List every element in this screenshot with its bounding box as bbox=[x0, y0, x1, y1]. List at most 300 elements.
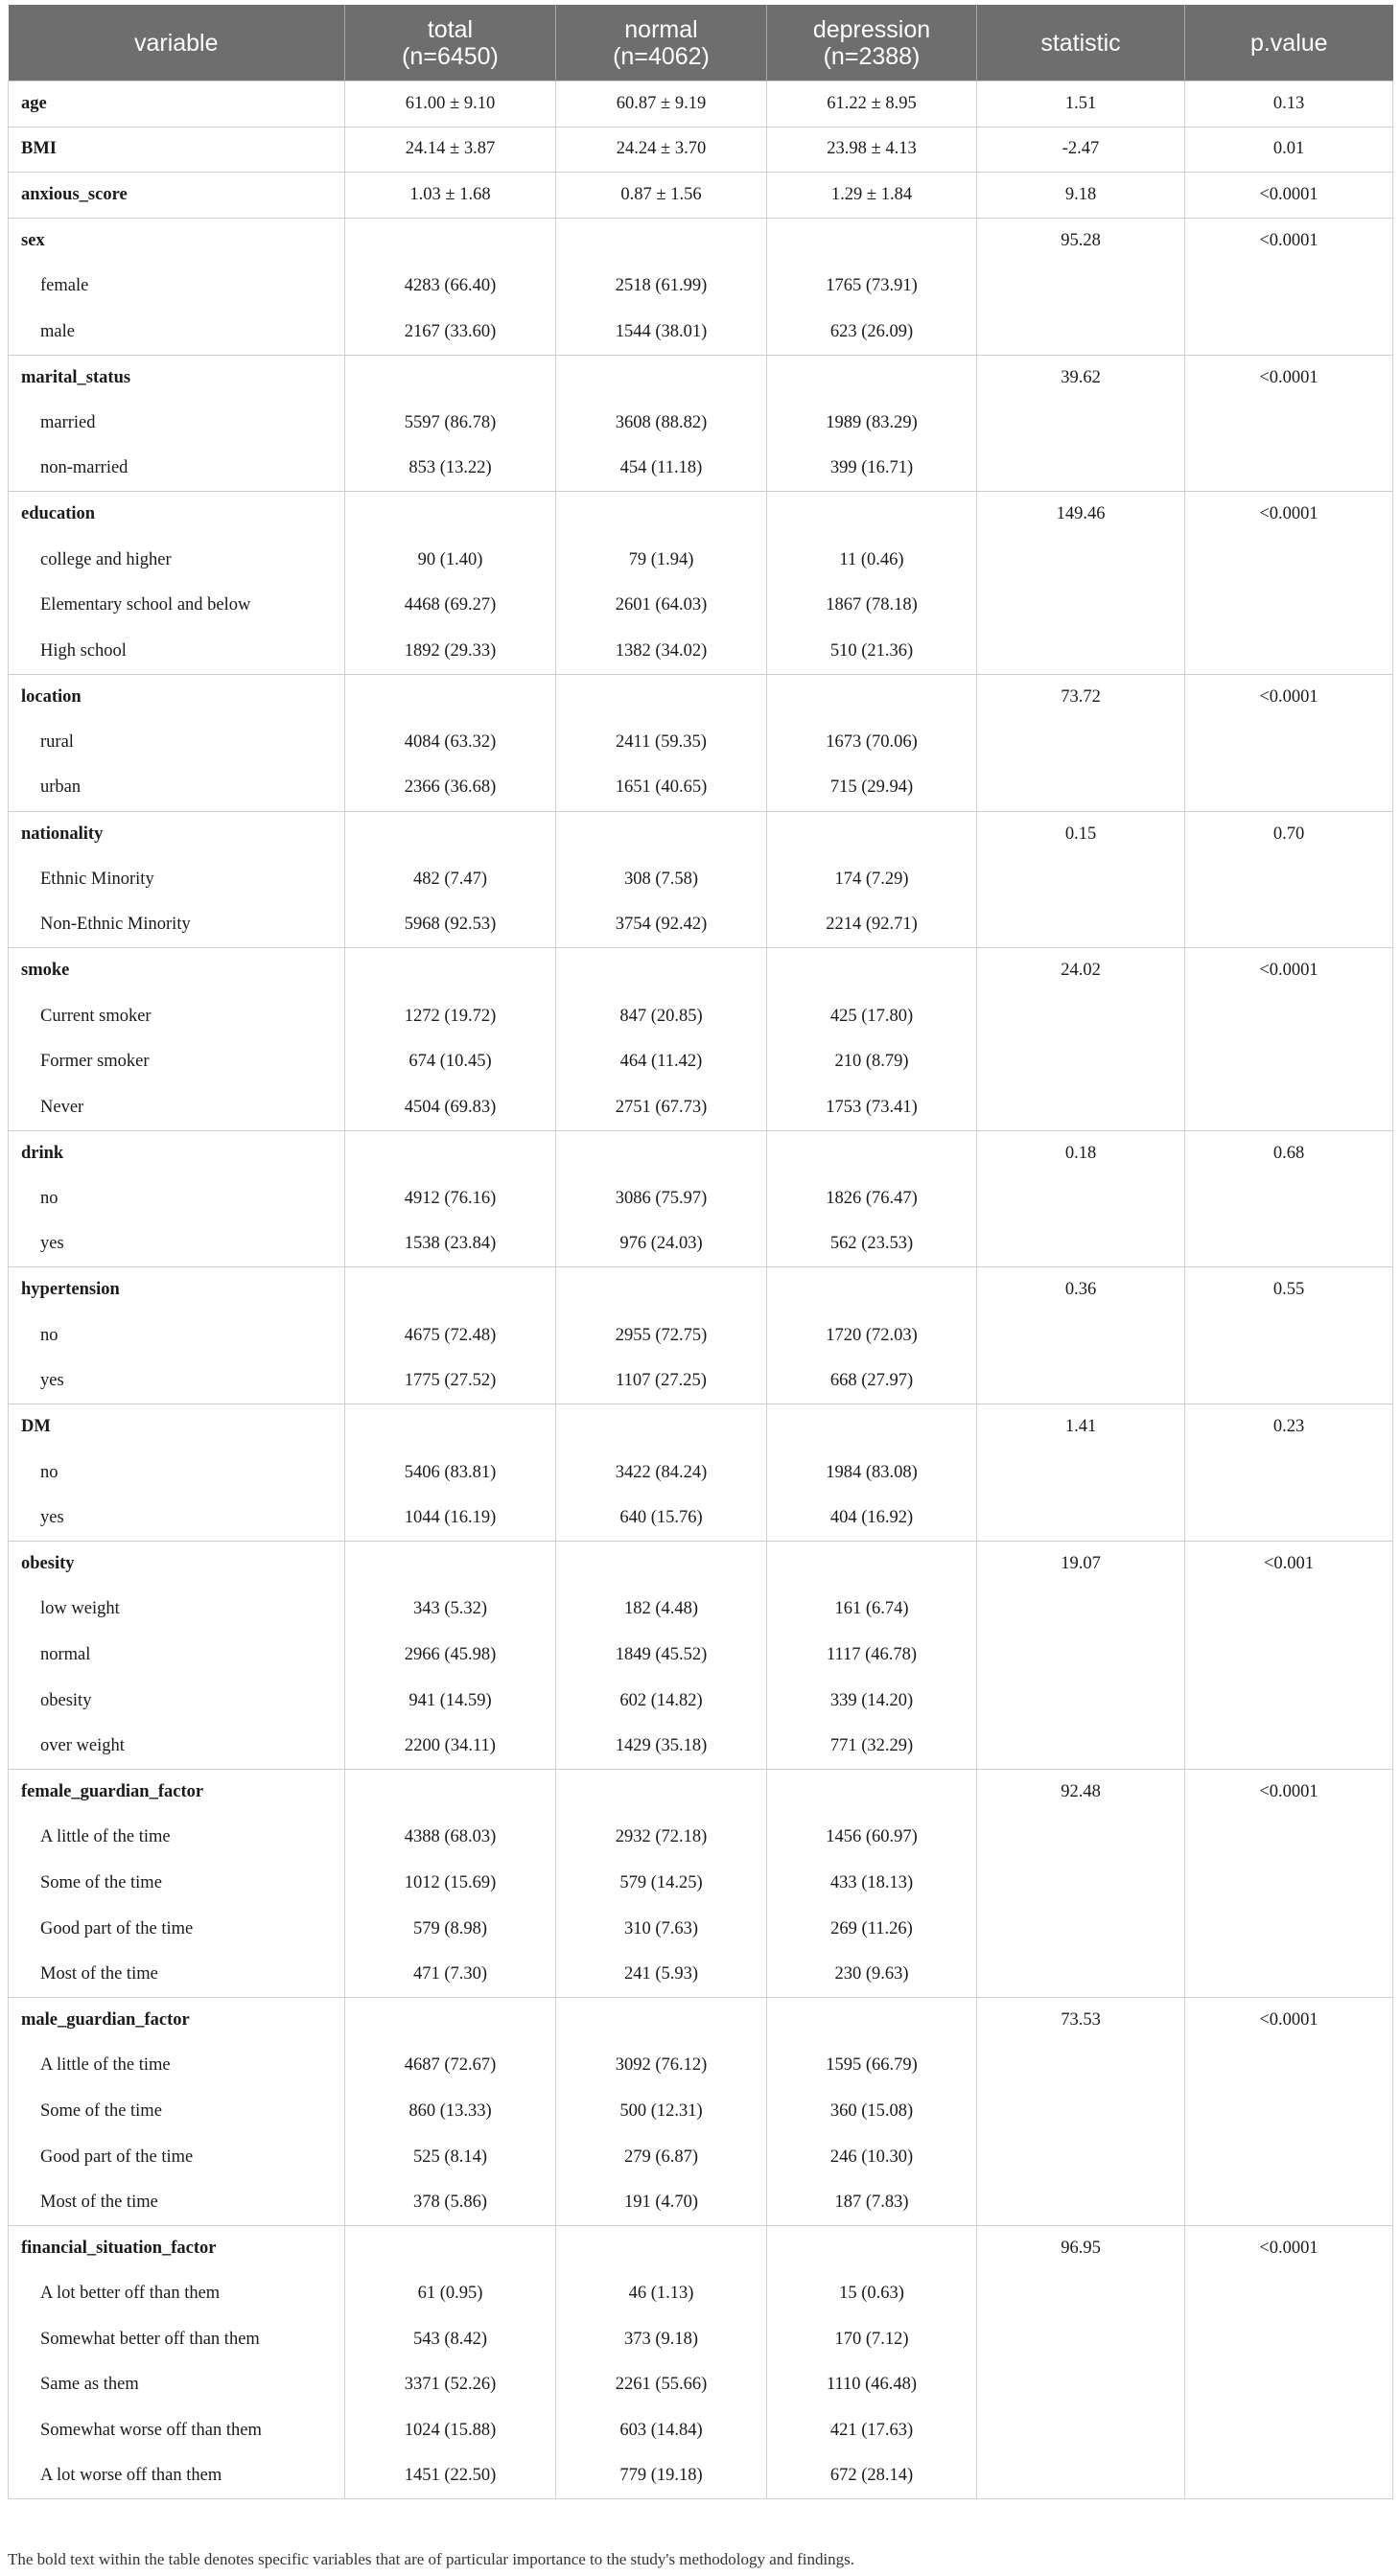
cell-variable: age bbox=[9, 81, 345, 128]
cell-normal bbox=[556, 1542, 767, 1588]
variable-level-row bbox=[9, 2271, 1393, 2317]
cell-statistic: 92.48 bbox=[977, 1769, 1185, 1815]
variable-level-row bbox=[9, 1587, 1393, 1633]
cell-depression: 668 (27.97) bbox=[767, 1358, 977, 1404]
cell-statistic bbox=[977, 1085, 1185, 1131]
cell-total: 24.14 ± 3.87 bbox=[345, 127, 556, 173]
cell-variable: Somewhat better off than them bbox=[9, 2317, 345, 2363]
cell-variable: urban bbox=[9, 765, 345, 811]
cell-depression bbox=[767, 948, 977, 994]
cell-pvalue bbox=[1185, 1221, 1393, 1267]
cell-pvalue bbox=[1185, 902, 1393, 948]
cell-pvalue bbox=[1185, 583, 1393, 629]
variable-level-row bbox=[9, 2134, 1393, 2180]
cell-variable: DM bbox=[9, 1404, 345, 1450]
cell-depression: 404 (16.92) bbox=[767, 1496, 977, 1542]
cell-statistic bbox=[977, 309, 1185, 355]
cell-pvalue bbox=[1185, 1450, 1393, 1496]
cell-total bbox=[345, 2225, 556, 2271]
cell-normal bbox=[556, 674, 767, 720]
cell-normal: 373 (9.18) bbox=[556, 2317, 767, 2363]
cell-total: 2200 (34.11) bbox=[345, 1724, 556, 1770]
cell-total: 941 (14.59) bbox=[345, 1678, 556, 1724]
cell-statistic bbox=[977, 537, 1185, 583]
cell-total bbox=[345, 1542, 556, 1588]
cell-total: 4388 (68.03) bbox=[345, 1815, 556, 1861]
cell-normal: 500 (12.31) bbox=[556, 2089, 767, 2135]
cell-pvalue: <0.001 bbox=[1185, 1542, 1393, 1588]
cell-total: 482 (7.47) bbox=[345, 857, 556, 903]
cell-variable: Ethnic Minority bbox=[9, 857, 345, 903]
cell-pvalue: <0.0001 bbox=[1185, 218, 1393, 264]
cell-variable: no bbox=[9, 1176, 345, 1222]
cell-variable: obesity bbox=[9, 1678, 345, 1724]
cell-statistic: 149.46 bbox=[977, 492, 1185, 538]
cell-variable: drink bbox=[9, 1130, 345, 1176]
cell-pvalue bbox=[1185, 629, 1393, 675]
cell-statistic bbox=[977, 2317, 1185, 2363]
header-row bbox=[9, 5, 1393, 81]
cell-statistic bbox=[977, 2134, 1185, 2180]
cell-total bbox=[345, 355, 556, 401]
cell-pvalue bbox=[1185, 2453, 1393, 2499]
cell-normal: 1429 (35.18) bbox=[556, 1724, 767, 1770]
cell-normal: 182 (4.48) bbox=[556, 1587, 767, 1633]
variable-level-row bbox=[9, 264, 1393, 310]
cell-depression: 562 (23.53) bbox=[767, 1221, 977, 1267]
cell-statistic bbox=[977, 1633, 1185, 1679]
cell-depression: 399 (16.71) bbox=[767, 446, 977, 492]
cell-statistic: 73.72 bbox=[977, 674, 1185, 720]
cell-pvalue bbox=[1185, 1906, 1393, 1952]
cell-depression: 174 (7.29) bbox=[767, 857, 977, 903]
table-header bbox=[9, 5, 1393, 81]
cell-depression: 1765 (73.91) bbox=[767, 264, 977, 310]
cell-depression: 23.98 ± 4.13 bbox=[767, 127, 977, 173]
cell-depression: 360 (15.08) bbox=[767, 2089, 977, 2135]
data-table bbox=[8, 5, 1393, 2499]
cell-total: 853 (13.22) bbox=[345, 446, 556, 492]
variable-level-row bbox=[9, 1724, 1393, 1770]
cell-pvalue bbox=[1185, 1587, 1393, 1633]
cell-variable: normal bbox=[9, 1633, 345, 1679]
cell-normal: 191 (4.70) bbox=[556, 2180, 767, 2226]
cell-depression bbox=[767, 1542, 977, 1588]
variable-group-row bbox=[9, 173, 1393, 219]
cell-depression bbox=[767, 1130, 977, 1176]
cell-statistic bbox=[977, 720, 1185, 766]
cell-depression: 246 (10.30) bbox=[767, 2134, 977, 2180]
cell-total: 2366 (36.68) bbox=[345, 765, 556, 811]
cell-total: 5406 (83.81) bbox=[345, 1450, 556, 1496]
cell-total: 1044 (16.19) bbox=[345, 1496, 556, 1542]
cell-pvalue: 0.13 bbox=[1185, 81, 1393, 128]
cell-variable: Elementary school and below bbox=[9, 583, 345, 629]
cell-depression: 187 (7.83) bbox=[767, 2180, 977, 2226]
cell-pvalue bbox=[1185, 2408, 1393, 2454]
cell-statistic bbox=[977, 401, 1185, 447]
cell-total: 4912 (76.16) bbox=[345, 1176, 556, 1222]
variable-level-row bbox=[9, 2317, 1393, 2363]
variable-group-row bbox=[9, 1267, 1393, 1313]
cell-pvalue bbox=[1185, 401, 1393, 447]
cell-total: 5968 (92.53) bbox=[345, 902, 556, 948]
cell-normal: 24.24 ± 3.70 bbox=[556, 127, 767, 173]
cell-total: 4283 (66.40) bbox=[345, 264, 556, 310]
cell-pvalue bbox=[1185, 446, 1393, 492]
cell-normal: 779 (19.18) bbox=[556, 2453, 767, 2499]
cell-normal bbox=[556, 1997, 767, 2043]
cell-pvalue bbox=[1185, 309, 1393, 355]
cell-variable: Good part of the time bbox=[9, 2134, 345, 2180]
cell-total: 860 (13.33) bbox=[345, 2089, 556, 2135]
cell-variable: non-married bbox=[9, 446, 345, 492]
variable-group-row bbox=[9, 2225, 1393, 2271]
variable-level-row bbox=[9, 1039, 1393, 1085]
cell-depression bbox=[767, 674, 977, 720]
cell-pvalue bbox=[1185, 2043, 1393, 2089]
cell-depression: 161 (6.74) bbox=[767, 1587, 977, 1633]
variable-group-row bbox=[9, 948, 1393, 994]
cell-total: 1451 (22.50) bbox=[345, 2453, 556, 2499]
cell-depression bbox=[767, 492, 977, 538]
cell-total: 2966 (45.98) bbox=[345, 1633, 556, 1679]
cell-normal: 2751 (67.73) bbox=[556, 1085, 767, 1131]
cell-total: 579 (8.98) bbox=[345, 1906, 556, 1952]
cell-pvalue bbox=[1185, 1815, 1393, 1861]
cell-total: 4468 (69.27) bbox=[345, 583, 556, 629]
cell-total: 378 (5.86) bbox=[345, 2180, 556, 2226]
cell-pvalue: 0.70 bbox=[1185, 811, 1393, 857]
cell-total: 1024 (15.88) bbox=[345, 2408, 556, 2454]
cell-normal: 310 (7.63) bbox=[556, 1906, 767, 1952]
cell-total: 471 (7.30) bbox=[345, 1952, 556, 1998]
cell-variable: nationality bbox=[9, 811, 345, 857]
cell-statistic: 0.15 bbox=[977, 811, 1185, 857]
cell-pvalue bbox=[1185, 537, 1393, 583]
cell-depression: 672 (28.14) bbox=[767, 2453, 977, 2499]
cell-pvalue: <0.0001 bbox=[1185, 1997, 1393, 2043]
cell-pvalue: <0.0001 bbox=[1185, 492, 1393, 538]
cell-statistic bbox=[977, 1678, 1185, 1724]
variable-level-row bbox=[9, 857, 1393, 903]
cell-statistic bbox=[977, 2408, 1185, 2454]
cell-total bbox=[345, 1130, 556, 1176]
cell-pvalue bbox=[1185, 1176, 1393, 1222]
header-statistic: statistic bbox=[977, 5, 1185, 81]
cell-normal: 3422 (84.24) bbox=[556, 1450, 767, 1496]
cell-statistic bbox=[977, 1952, 1185, 1998]
cell-pvalue: <0.0001 bbox=[1185, 355, 1393, 401]
header-depression-n: (n=2388) bbox=[823, 42, 921, 70]
cell-pvalue bbox=[1185, 765, 1393, 811]
cell-total: 90 (1.40) bbox=[345, 537, 556, 583]
cell-statistic bbox=[977, 629, 1185, 675]
cell-normal: 60.87 ± 9.19 bbox=[556, 81, 767, 128]
cell-variable: Same as them bbox=[9, 2362, 345, 2408]
cell-depression bbox=[767, 355, 977, 401]
variable-level-row bbox=[9, 2453, 1393, 2499]
cell-depression bbox=[767, 1997, 977, 2043]
cell-total bbox=[345, 218, 556, 264]
cell-statistic bbox=[977, 1358, 1185, 1404]
cell-variable: male_guardian_factor bbox=[9, 1997, 345, 2043]
cell-variable: Non-Ethnic Minority bbox=[9, 902, 345, 948]
cell-depression: 1989 (83.29) bbox=[767, 401, 977, 447]
cell-statistic bbox=[977, 1450, 1185, 1496]
cell-depression: 1867 (78.18) bbox=[767, 583, 977, 629]
cell-variable: Most of the time bbox=[9, 1952, 345, 1998]
cell-depression: 1826 (76.47) bbox=[767, 1176, 977, 1222]
cell-normal: 579 (14.25) bbox=[556, 1861, 767, 1907]
cell-statistic: 1.41 bbox=[977, 1404, 1185, 1450]
variable-level-row bbox=[9, 2408, 1393, 2454]
cell-total: 61.00 ± 9.10 bbox=[345, 81, 556, 128]
cell-total: 4675 (72.48) bbox=[345, 1313, 556, 1359]
cell-depression bbox=[767, 2225, 977, 2271]
cell-normal: 3086 (75.97) bbox=[556, 1176, 767, 1222]
cell-pvalue bbox=[1185, 1039, 1393, 1085]
cell-pvalue bbox=[1185, 1952, 1393, 1998]
cell-total bbox=[345, 674, 556, 720]
cell-depression: 623 (26.09) bbox=[767, 309, 977, 355]
header-normal bbox=[556, 5, 767, 81]
cell-statistic: 73.53 bbox=[977, 1997, 1185, 2043]
cell-depression: 421 (17.63) bbox=[767, 2408, 977, 2454]
variable-group-row bbox=[9, 492, 1393, 538]
cell-depression: 1110 (46.48) bbox=[767, 2362, 977, 2408]
cell-pvalue: 0.23 bbox=[1185, 1404, 1393, 1450]
variable-level-row bbox=[9, 629, 1393, 675]
variable-group-row bbox=[9, 1997, 1393, 2043]
cell-depression: 1673 (70.06) bbox=[767, 720, 977, 766]
cell-depression bbox=[767, 1404, 977, 1450]
cell-variable: sex bbox=[9, 218, 345, 264]
cell-total: 1272 (19.72) bbox=[345, 993, 556, 1039]
cell-statistic bbox=[977, 1815, 1185, 1861]
cell-pvalue bbox=[1185, 1724, 1393, 1770]
cell-variable: male bbox=[9, 309, 345, 355]
cell-statistic bbox=[977, 583, 1185, 629]
cell-statistic bbox=[977, 765, 1185, 811]
variable-level-row bbox=[9, 1861, 1393, 1907]
cell-normal: 3608 (88.82) bbox=[556, 401, 767, 447]
variable-level-row bbox=[9, 1450, 1393, 1496]
cell-variable: no bbox=[9, 1313, 345, 1359]
cell-variable: education bbox=[9, 492, 345, 538]
cell-variable: Never bbox=[9, 1085, 345, 1131]
cell-statistic bbox=[977, 1861, 1185, 1907]
variable-level-row bbox=[9, 1496, 1393, 1542]
cell-variable: yes bbox=[9, 1358, 345, 1404]
cell-variable: Some of the time bbox=[9, 1861, 345, 1907]
variable-level-row bbox=[9, 2043, 1393, 2089]
cell-total: 1538 (23.84) bbox=[345, 1221, 556, 1267]
cell-total: 3371 (52.26) bbox=[345, 2362, 556, 2408]
cell-statistic: 24.02 bbox=[977, 948, 1185, 994]
cell-normal bbox=[556, 1769, 767, 1815]
table-body bbox=[9, 81, 1393, 2499]
variable-group-row bbox=[9, 1542, 1393, 1588]
cell-normal: 454 (11.18) bbox=[556, 446, 767, 492]
cell-normal: 2955 (72.75) bbox=[556, 1313, 767, 1359]
variable-level-row bbox=[9, 583, 1393, 629]
cell-statistic bbox=[977, 1587, 1185, 1633]
header-depression bbox=[767, 5, 977, 81]
cell-pvalue: <0.0001 bbox=[1185, 674, 1393, 720]
cell-depression: 339 (14.20) bbox=[767, 1678, 977, 1724]
cell-total: 1012 (15.69) bbox=[345, 1861, 556, 1907]
cell-pvalue bbox=[1185, 1633, 1393, 1679]
header-depression-label: depression bbox=[812, 15, 931, 43]
cell-normal: 308 (7.58) bbox=[556, 857, 767, 903]
cell-normal bbox=[556, 2225, 767, 2271]
cell-depression: 15 (0.63) bbox=[767, 2271, 977, 2317]
cell-variable: Former smoker bbox=[9, 1039, 345, 1085]
cell-normal: 1651 (40.65) bbox=[556, 765, 767, 811]
variable-group-row bbox=[9, 355, 1393, 401]
cell-statistic bbox=[977, 264, 1185, 310]
variable-group-row bbox=[9, 674, 1393, 720]
variable-level-row bbox=[9, 2180, 1393, 2226]
cell-total: 4687 (72.67) bbox=[345, 2043, 556, 2089]
cell-statistic: 0.36 bbox=[977, 1267, 1185, 1313]
cell-pvalue: <0.0001 bbox=[1185, 173, 1393, 219]
cell-variable: rural bbox=[9, 720, 345, 766]
header-total-n: (n=6450) bbox=[402, 42, 499, 70]
cell-depression: 433 (18.13) bbox=[767, 1861, 977, 1907]
cell-normal: 2518 (61.99) bbox=[556, 264, 767, 310]
cell-total: 674 (10.45) bbox=[345, 1039, 556, 1085]
cell-statistic bbox=[977, 2453, 1185, 2499]
cell-normal bbox=[556, 1404, 767, 1450]
cell-depression bbox=[767, 1267, 977, 1313]
cell-pvalue bbox=[1185, 2089, 1393, 2135]
cell-total: 4504 (69.83) bbox=[345, 1085, 556, 1131]
cell-normal: 1849 (45.52) bbox=[556, 1633, 767, 1679]
cell-variable: college and higher bbox=[9, 537, 345, 583]
cell-depression: 1753 (73.41) bbox=[767, 1085, 977, 1131]
cell-pvalue bbox=[1185, 2180, 1393, 2226]
cell-depression bbox=[767, 218, 977, 264]
variable-level-row bbox=[9, 902, 1393, 948]
variable-level-row bbox=[9, 1221, 1393, 1267]
cell-normal: 279 (6.87) bbox=[556, 2134, 767, 2180]
cell-total: 1892 (29.33) bbox=[345, 629, 556, 675]
header-variable: variable bbox=[9, 5, 345, 81]
cell-variable: High school bbox=[9, 629, 345, 675]
cell-depression: 1.29 ± 1.84 bbox=[767, 173, 977, 219]
cell-normal: 603 (14.84) bbox=[556, 2408, 767, 2454]
cell-pvalue bbox=[1185, 264, 1393, 310]
cell-total bbox=[345, 1404, 556, 1450]
variable-level-row bbox=[9, 1633, 1393, 1679]
header-normal-label: normal bbox=[624, 15, 698, 43]
cell-statistic bbox=[977, 902, 1185, 948]
cell-depression bbox=[767, 811, 977, 857]
cell-variable: anxious_score bbox=[9, 173, 345, 219]
cell-normal: 640 (15.76) bbox=[556, 1496, 767, 1542]
variable-level-row bbox=[9, 1358, 1393, 1404]
cell-depression: 2214 (92.71) bbox=[767, 902, 977, 948]
variable-group-row bbox=[9, 1130, 1393, 1176]
cell-total bbox=[345, 1267, 556, 1313]
variable-level-row bbox=[9, 1815, 1393, 1861]
cell-normal: 464 (11.42) bbox=[556, 1039, 767, 1085]
cell-statistic: 0.18 bbox=[977, 1130, 1185, 1176]
cell-variable: A lot better off than them bbox=[9, 2271, 345, 2317]
cell-depression: 210 (8.79) bbox=[767, 1039, 977, 1085]
cell-statistic bbox=[977, 2362, 1185, 2408]
cell-normal: 3754 (92.42) bbox=[556, 902, 767, 948]
cell-variable: Current smoker bbox=[9, 993, 345, 1039]
variable-level-row bbox=[9, 1176, 1393, 1222]
cell-total: 525 (8.14) bbox=[345, 2134, 556, 2180]
cell-normal: 2261 (55.66) bbox=[556, 2362, 767, 2408]
variable-level-row bbox=[9, 446, 1393, 492]
cell-depression: 11 (0.46) bbox=[767, 537, 977, 583]
cell-total: 61 (0.95) bbox=[345, 2271, 556, 2317]
cell-normal: 976 (24.03) bbox=[556, 1221, 767, 1267]
cell-statistic: 95.28 bbox=[977, 218, 1185, 264]
variable-level-row bbox=[9, 2362, 1393, 2408]
variable-level-row bbox=[9, 993, 1393, 1039]
cell-statistic bbox=[977, 2180, 1185, 2226]
cell-total bbox=[345, 1769, 556, 1815]
cell-statistic bbox=[977, 1176, 1185, 1222]
cell-depression: 170 (7.12) bbox=[767, 2317, 977, 2363]
cell-normal: 1544 (38.01) bbox=[556, 309, 767, 355]
cell-pvalue bbox=[1185, 857, 1393, 903]
variable-group-row bbox=[9, 1769, 1393, 1815]
cell-pvalue bbox=[1185, 1313, 1393, 1359]
cell-pvalue bbox=[1185, 2271, 1393, 2317]
variable-level-row bbox=[9, 401, 1393, 447]
cell-pvalue: <0.0001 bbox=[1185, 948, 1393, 994]
cell-depression: 61.22 ± 8.95 bbox=[767, 81, 977, 128]
cell-variable: financial_situation_factor bbox=[9, 2225, 345, 2271]
cell-total: 543 (8.42) bbox=[345, 2317, 556, 2363]
cell-statistic bbox=[977, 1906, 1185, 1952]
cell-statistic: 9.18 bbox=[977, 173, 1185, 219]
cell-depression: 1984 (83.08) bbox=[767, 1450, 977, 1496]
cell-statistic: 19.07 bbox=[977, 1542, 1185, 1588]
cell-statistic: 96.95 bbox=[977, 2225, 1185, 2271]
cell-normal bbox=[556, 948, 767, 994]
cell-depression: 1117 (46.78) bbox=[767, 1633, 977, 1679]
variable-level-row bbox=[9, 1085, 1393, 1131]
cell-depression: 269 (11.26) bbox=[767, 1906, 977, 1952]
cell-statistic bbox=[977, 2271, 1185, 2317]
variable-group-row bbox=[9, 81, 1393, 128]
cell-pvalue bbox=[1185, 1085, 1393, 1131]
header-total bbox=[345, 5, 556, 81]
cell-pvalue: 0.01 bbox=[1185, 127, 1393, 173]
cell-statistic: 1.51 bbox=[977, 81, 1185, 128]
cell-depression: 230 (9.63) bbox=[767, 1952, 977, 1998]
cell-variable: location bbox=[9, 674, 345, 720]
variable-group-row bbox=[9, 811, 1393, 857]
cell-pvalue bbox=[1185, 1358, 1393, 1404]
cell-variable: Somewhat worse off than them bbox=[9, 2408, 345, 2454]
cell-variable: hypertension bbox=[9, 1267, 345, 1313]
cell-pvalue bbox=[1185, 720, 1393, 766]
cell-variable: smoke bbox=[9, 948, 345, 994]
cell-depression bbox=[767, 1769, 977, 1815]
cell-normal: 2601 (64.03) bbox=[556, 583, 767, 629]
cell-variable: yes bbox=[9, 1496, 345, 1542]
cell-statistic bbox=[977, 993, 1185, 1039]
